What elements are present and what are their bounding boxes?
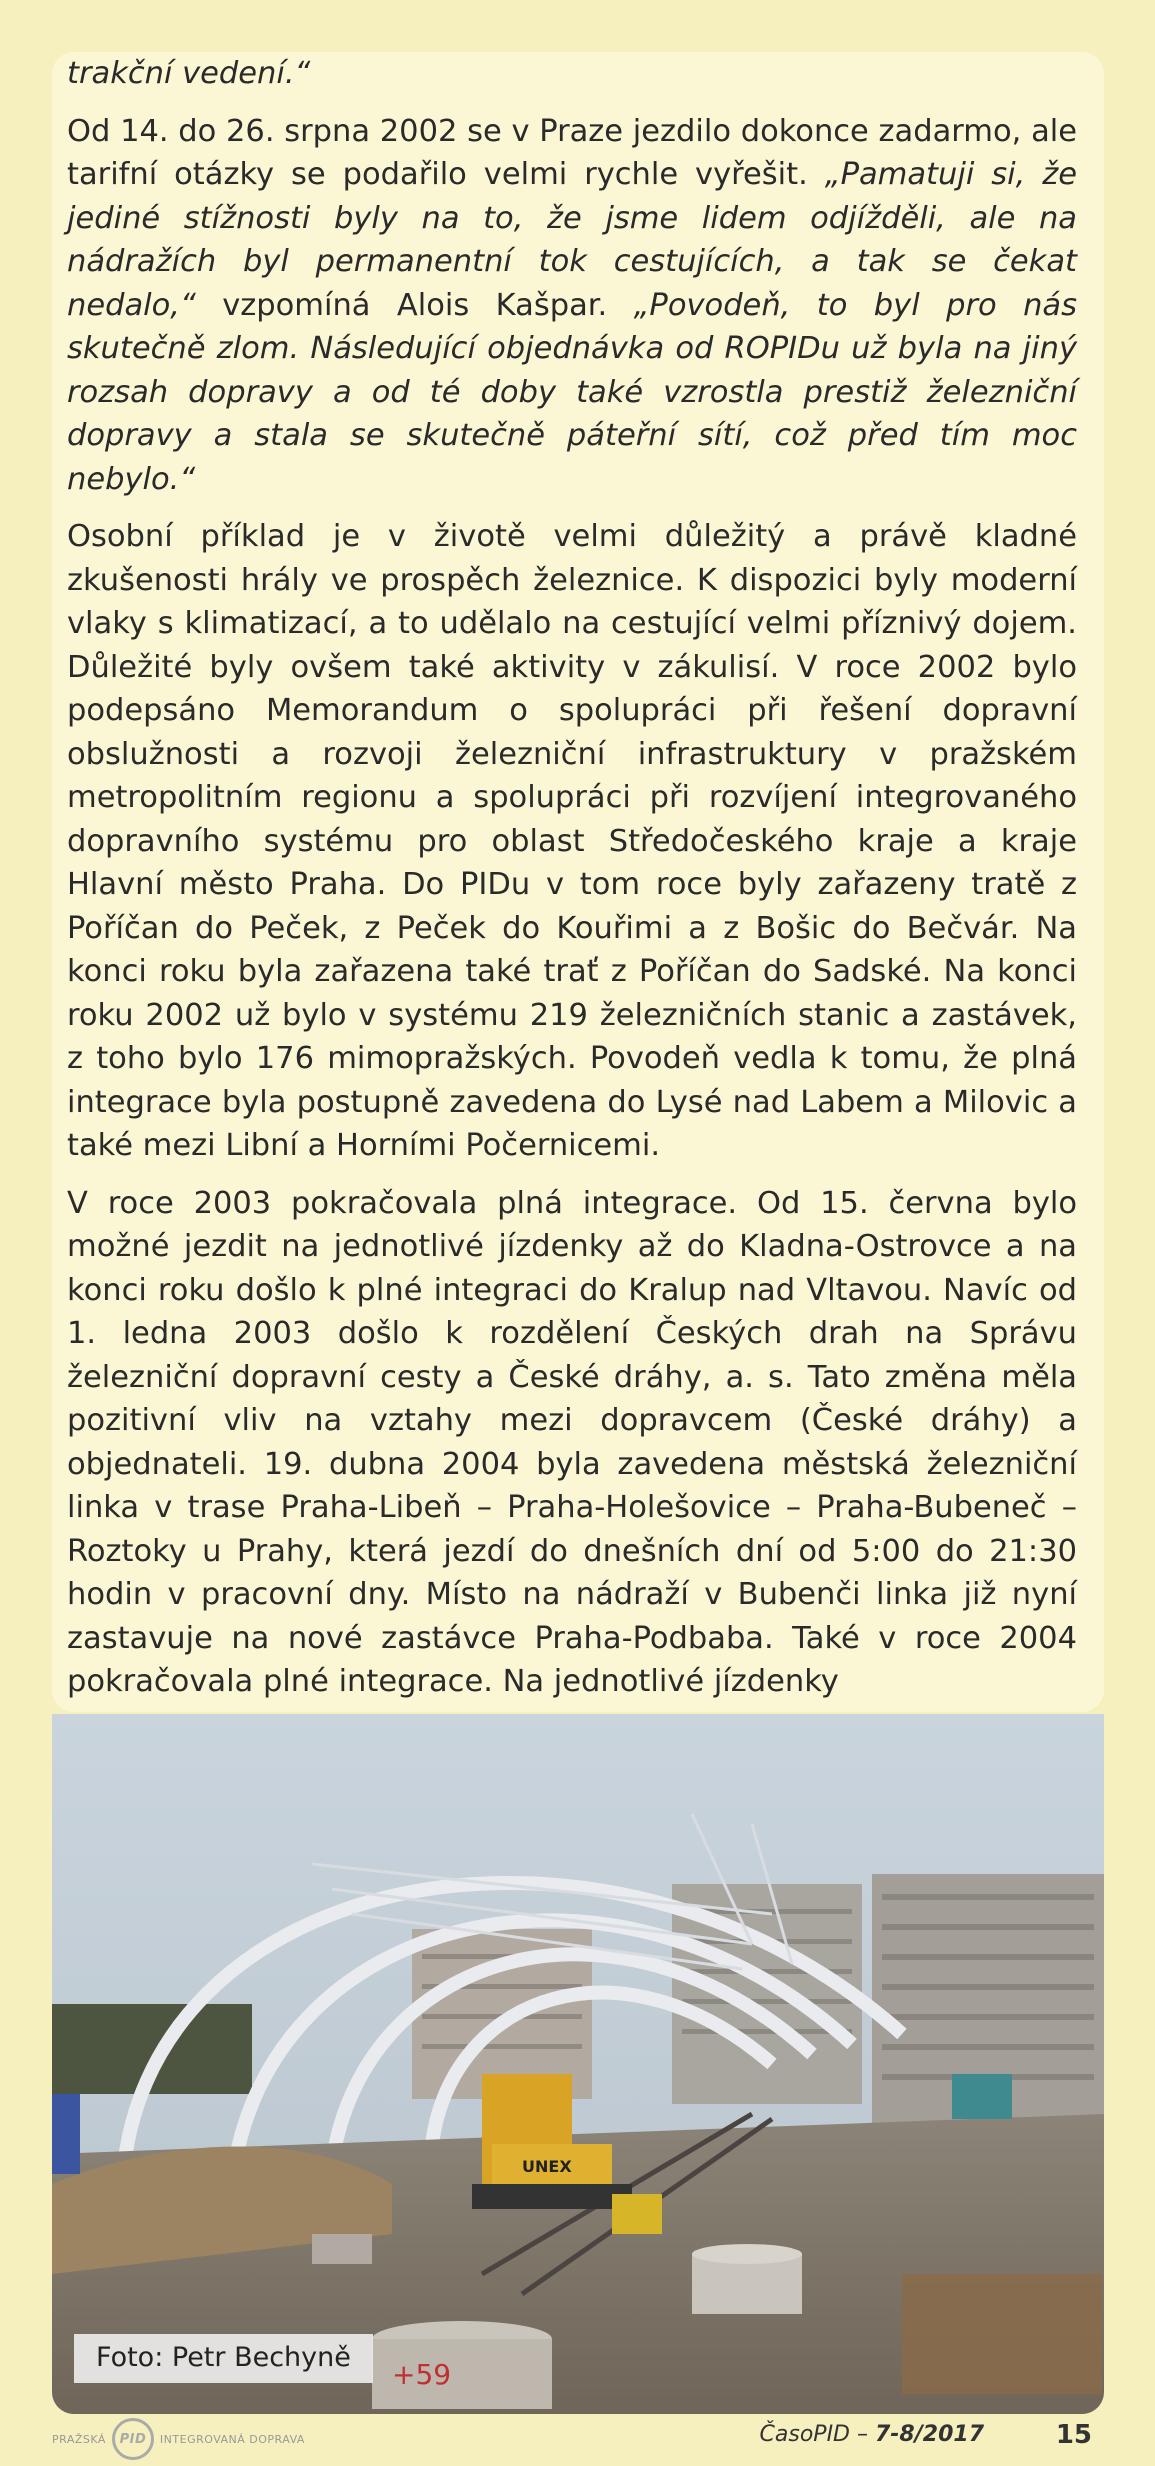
pid-logo-icon: PID [112,2418,154,2460]
logo-text-left: PRAŽSKÁ [52,2432,106,2446]
page-footer [52,2412,1104,2462]
quote-kaspar-1: „Pamatuji si, že jediné stížnosti byly na to, že jsme lidem odjížděli, ale na nádražích byl permanentní tok cestujících, a tak se čekat nedalo,“ [67,157,1078,323]
photo-credit: Foto: Petr Bechyně [74,2334,373,2383]
concrete-segment [372,2321,552,2409]
pid-logo [52,2418,305,2460]
road-roller [612,2194,662,2234]
paragraph-1 [67,52,1077,96]
paragraph-3: Osobní příklad je v životě velmi důležitý a právě kladné zkušenosti hrály ve prospěch železnice. K dispozici byly moderní vlaky s klimatizací, a to udělalo na cestující velmi příznivý dojem. Důležité byly ovšem také aktivity v zákulisí. V roce 2002 bylo podepsáno Memorandum o spolupráci při řešení dopravní obslužnosti a rozvoji železniční infrastruktury v pražském metropolitním regionu a spolupráci při rozvíjení integrovaného dopravního systému pro oblast Středočeského kraje a kraje Hlavní město Praha. Do PIDu v tom roce byly zařazeny tratě z Poříčan do Peček, z Peček do Kouřimi a z Bošic do Bečvár. Na konci roku byla zařazena také trať z Poříčan do Sadské. Na konci roku 2002 už bylo v systému 219 železničních stanic a zastávek, z toho bylo 176 mimopražských. Povodeň vedla k tomu, že plná integrace byla postupně zavedena do Lysé nad Labem a Milovic a také mezi Libní a Horními Počernicemi. [67,519,1077,1163]
article-text [67,52,1077,1718]
magazine-title [760,2422,984,2447]
magazine-issue: 7-8/2017 [874,2422,984,2447]
logo-text-right: INTEGROVANÁ DOPRAVA [159,2432,305,2446]
magazine-name: ČasoPID – [759,2422,868,2447]
quote-ending: trakční vedení.“ [67,56,311,91]
quote-kaspar-2: „Povodeň, to byl pro nás skutečně zlom. Následující objednávka od ROPIDu už byla na jiný rozsah dopravy a od té doby také vzrostla prestiž železniční dopravy a stala se skutečně páteřní sítí, což před tím moc nebylo.“ [67,287,1077,497]
page-number: 15 [1055,2420,1092,2450]
construction-photo [52,1714,1104,2414]
paragraph-2-attribution: vzpomíná Alois Kašpar. [195,287,634,323]
paragraph-2-intro: Od 14. do 26. srpna 2002 se v Praze jezdilo dokonce zadarmo, ale tarifní otázky se podařilo velmi rychle vyřešit. [67,113,1077,192]
segment-marking: +59 [392,2358,452,2391]
excavator-label: UNEX [522,2157,572,2176]
paragraph-4: V roce 2003 pokračovala plná integrace. Od 15. června bylo možné jezdit na jednotlivé jízdenky až do Kladna-Ostrovce a na konci roku došlo k plné integraci do Kralup nad Vltavou. Navíc od 1. ledna 2003 došlo k rozdělení Českých drah na Správu železniční dopravní cesty a České dráhy, a. s. Tato změna měla pozitivní vliv na vztahy mezi dopravcem (České dráhy) a objednateli. 19. dubna 2004 byla zavedena městská železniční linka v trase Praha-Libeň – Praha-Holešovice – Praha-Bubeneč – Roztoky u Prahy, která jezdí do dnešních dní od 5:00 do 21:30 hodin v pracovní dny. Místo na nádraží v Bubenči linka již nyní zastavuje na nové zastávce Praha-Podbaba. Také v roce 2004 pokračovala plné integrace. Na jednotlivé jízdenky [67,1185,1077,1699]
photo-illustration [52,1714,1104,2414]
site-shed [952,2074,1012,2119]
paragraph-2 [67,110,1077,502]
